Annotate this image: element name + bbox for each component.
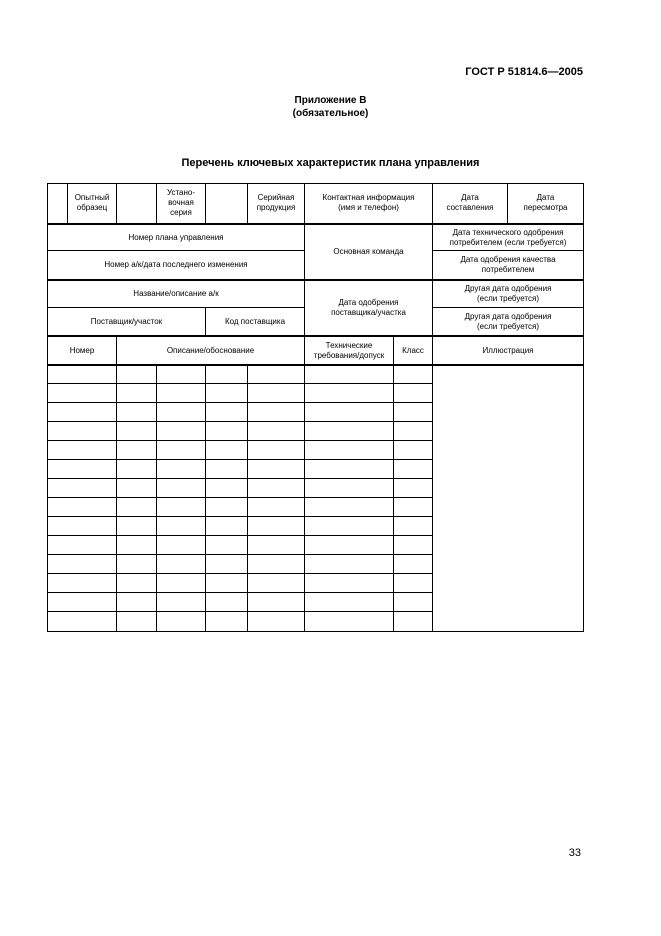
supplier-approval-label: Дата одобрения поставщика/участка bbox=[331, 298, 406, 317]
table-row bbox=[47, 592, 433, 593]
border-bottom bbox=[47, 631, 584, 632]
table-row bbox=[47, 459, 433, 460]
supplier-label: Поставщик/участок bbox=[90, 316, 163, 326]
appendix-title: Приложение В bbox=[294, 95, 367, 106]
prototype-label: Опытный образец bbox=[74, 193, 110, 212]
date-created-label: Дата составления bbox=[446, 193, 494, 212]
divider bbox=[432, 336, 433, 632]
contact-label: Контактная информация (имя и телефон) bbox=[322, 193, 415, 212]
column-description: Описание/обоснование bbox=[166, 345, 255, 355]
standard-number: ГОСТ Р 51814.6—2005 bbox=[465, 66, 583, 78]
column-class: Класс bbox=[402, 345, 424, 355]
table-row bbox=[47, 478, 433, 479]
form-title: Перечень ключевых характеристик плана управления bbox=[181, 157, 480, 169]
divider bbox=[304, 336, 305, 632]
table-row bbox=[47, 516, 433, 517]
table-row bbox=[47, 383, 433, 384]
control-plan-form bbox=[47, 183, 584, 632]
table-row bbox=[47, 573, 433, 574]
column-tech-req: Технические требования/допуск bbox=[313, 340, 385, 360]
other-approval-2-label: Другая дата одобрения (если требуется) bbox=[464, 311, 552, 331]
preseries-label: Устано- вочная серия bbox=[166, 188, 196, 217]
appendix-heading bbox=[0, 94, 661, 120]
column-number: Номер bbox=[69, 345, 95, 355]
core-team-label: Основная команда bbox=[333, 247, 404, 256]
table-row bbox=[47, 611, 433, 612]
divider bbox=[47, 364, 584, 366]
table-row bbox=[47, 440, 433, 441]
other-approval-1-label: Другая дата одобрения (если требуется) bbox=[464, 284, 552, 303]
table-row bbox=[47, 535, 433, 536]
part-name-label: Название/описание а/к bbox=[133, 289, 219, 298]
date-revised-label: Дата пересмотра bbox=[523, 193, 568, 212]
divider bbox=[205, 183, 206, 223]
appendix-note: (обязательное) bbox=[292, 108, 369, 119]
divider bbox=[116, 336, 117, 632]
divider bbox=[116, 183, 117, 223]
table-row bbox=[47, 497, 433, 498]
column-illustration: Иллюстрация bbox=[482, 345, 534, 355]
table-row bbox=[47, 554, 433, 555]
table-row bbox=[47, 421, 433, 422]
plan-number-label: Номер плана управления bbox=[128, 232, 224, 242]
table-row bbox=[47, 402, 433, 403]
supplier-code-label: Код поставщика bbox=[224, 316, 286, 326]
serial-label: Серийная продукция bbox=[256, 193, 296, 212]
tech-approval-label: Дата технического одобрения потребителем (если требуется) bbox=[449, 227, 567, 247]
page-number: 33 bbox=[568, 847, 581, 859]
quality-approval-label: Дата одобрения качества потребителем bbox=[460, 255, 556, 274]
divider bbox=[393, 336, 394, 632]
rev-number-label: Номер а/к/дата последнего изменения bbox=[104, 260, 248, 269]
